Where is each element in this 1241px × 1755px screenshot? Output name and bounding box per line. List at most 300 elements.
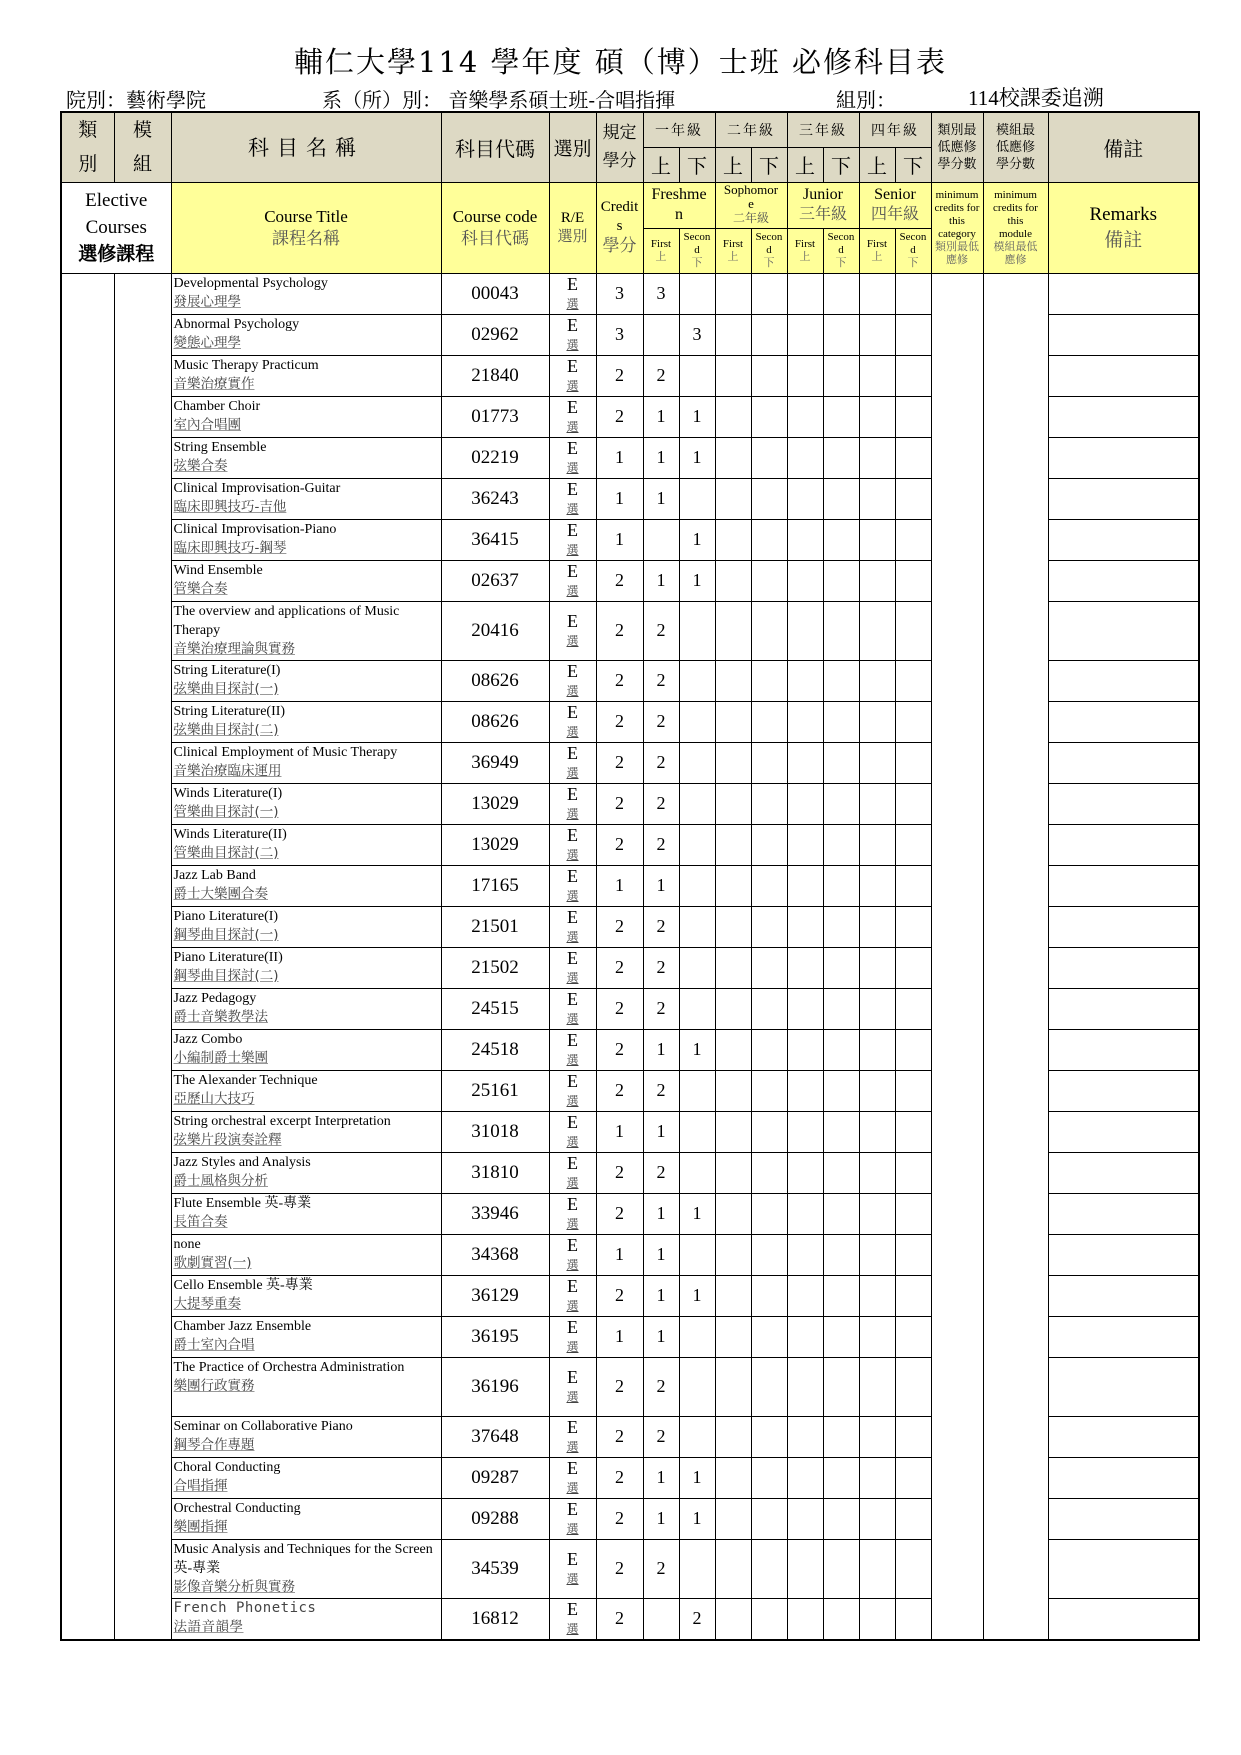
semester-credit-cell: [787, 396, 823, 437]
semester-credit-cell: [823, 1234, 859, 1275]
course-title-zh: 合唱指揮: [173, 1477, 228, 1494]
remarks-cell: [1048, 1457, 1199, 1498]
course-code-cell: 21502: [441, 947, 549, 988]
semester-credit-cell: 1: [643, 1193, 679, 1234]
course-title-en: The overview and applications of Music Therapy: [173, 603, 400, 638]
semester-credit-cell: [679, 273, 715, 314]
semester-credit-cell: [859, 1457, 895, 1498]
header-module-min: 模組最 低應修 學分數: [983, 112, 1048, 182]
credits-cell: 2: [596, 1193, 643, 1234]
semester-credit-cell: [895, 988, 931, 1029]
semester-credit-cell: [895, 1152, 931, 1193]
course-code-cell: 36243: [441, 478, 549, 519]
course-title-zh: 長笛合奏: [173, 1213, 228, 1230]
semester-credit-cell: 1: [643, 560, 679, 601]
semester-credit-cell: [787, 355, 823, 396]
module-min-cell: [983, 273, 1048, 1640]
module-blank-cell: [114, 273, 171, 1640]
remarks-cell: [1048, 947, 1199, 988]
semester-credit-cell: [859, 1598, 895, 1640]
semester-credit-cell: [643, 519, 679, 560]
course-rows: [61, 273, 1199, 1640]
semester-credit-cell: [823, 1316, 859, 1357]
course-title-en: Orchestral Conducting: [173, 1500, 301, 1516]
remarks-cell: [1048, 988, 1199, 1029]
semester-credit-cell: [787, 742, 823, 783]
header-y4-second: 下: [895, 147, 931, 182]
course-title-cell: [171, 1234, 441, 1275]
remarks-cell: [1048, 906, 1199, 947]
subheader-y2-first: First 上: [715, 228, 751, 273]
semester-credit-cell: [787, 560, 823, 601]
credits-cell: 2: [596, 1598, 643, 1640]
semester-credit-cell: [895, 742, 931, 783]
course-title-zh: 大提琴重奏: [173, 1295, 241, 1312]
semester-credit-cell: [751, 396, 787, 437]
semester-credit-cell: [751, 906, 787, 947]
header-y3-second: 下: [823, 147, 859, 182]
course-title-zh: 爵士大樂團合奏: [173, 885, 268, 902]
semester-credit-cell: [823, 824, 859, 865]
semester-credit-cell: 2: [643, 355, 679, 396]
document-title: 輔仁大學114 學年度 碩（博）士班 必修科目表: [293, 45, 947, 79]
semester-credit-cell: [787, 601, 823, 660]
course-title-cell: [171, 1357, 441, 1416]
subheader-remarks: Remarks 備註: [1048, 182, 1199, 273]
course-title-zh: 亞歷山大技巧: [173, 1090, 255, 1107]
credits-cell: 1: [596, 1111, 643, 1152]
semester-credit-cell: [859, 660, 895, 701]
course-title-en: Clinical Improvisation-Guitar: [173, 480, 341, 496]
remarks-cell: [1048, 1275, 1199, 1316]
course-title-en: String orchestral excerpt Interpretation: [173, 1113, 391, 1129]
semester-credit-cell: [823, 865, 859, 906]
semester-credit-cell: [751, 947, 787, 988]
semester-credit-cell: [823, 519, 859, 560]
semester-credit-cell: [751, 1070, 787, 1111]
semester-credit-cell: [679, 601, 715, 660]
semester-credit-cell: [715, 865, 751, 906]
remarks-cell: [1048, 783, 1199, 824]
header-req-elective: 選別: [549, 112, 596, 182]
semester-credit-cell: [751, 1234, 787, 1275]
semester-credit-cell: [895, 1193, 931, 1234]
category-blank-cell: [61, 273, 114, 1640]
semester-credit-cell: [679, 1070, 715, 1111]
semester-credit-cell: [895, 355, 931, 396]
header-row-years: [61, 112, 1199, 147]
semester-credit-cell: [787, 273, 823, 314]
semester-credit-cell: [895, 1598, 931, 1640]
course-title-en: The Alexander Technique: [173, 1072, 318, 1088]
semester-credit-cell: [859, 1316, 895, 1357]
remarks-cell: [1048, 314, 1199, 355]
semester-credit-cell: [787, 1193, 823, 1234]
course-title-zh: 爵士音樂教學法: [173, 1008, 268, 1025]
course-code-cell: 37648: [441, 1416, 549, 1457]
semester-credit-cell: [787, 906, 823, 947]
semester-credit-cell: 2: [643, 1152, 679, 1193]
semester-credit-cell: [823, 1070, 859, 1111]
department-label: 系（所）別： 音樂學系碩士班-合唱指揮: [322, 88, 676, 112]
course-title-en: Clinical Employment of Music Therapy: [173, 744, 398, 760]
semester-credit-cell: 2: [643, 1539, 679, 1598]
course-title-zh: 管樂合奏: [173, 580, 228, 597]
req-elective-cell: E 選: [549, 1498, 596, 1539]
semester-credit-cell: [787, 1152, 823, 1193]
course-title-en: Flute Ensemble 英-專業: [173, 1195, 312, 1211]
subheader-y3-first: First 上: [787, 228, 823, 273]
semester-credit-cell: [895, 1029, 931, 1070]
req-elective-cell: E 選: [549, 865, 596, 906]
semester-credit-cell: [715, 478, 751, 519]
semester-credit-cell: [751, 988, 787, 1029]
header-y2-second: 下: [751, 147, 787, 182]
semester-credit-cell: 1: [679, 1029, 715, 1070]
course-title-en: none: [173, 1236, 201, 1252]
req-elective-cell: E 選: [549, 783, 596, 824]
course-title-cell: [171, 783, 441, 824]
semester-credit-cell: [679, 660, 715, 701]
semester-credit-cell: [859, 742, 895, 783]
semester-credit-cell: [895, 865, 931, 906]
semester-credit-cell: [823, 1598, 859, 1640]
course-title-cell: [171, 1539, 441, 1598]
course-title-cell: [171, 1598, 441, 1640]
course-title-zh: 爵士風格與分析: [173, 1172, 268, 1189]
semester-credit-cell: [679, 355, 715, 396]
course-code-cell: 33946: [441, 1193, 549, 1234]
course-title-cell: [171, 601, 441, 660]
semester-credit-cell: [715, 437, 751, 478]
semester-credit-cell: 1: [679, 396, 715, 437]
remarks-cell: [1048, 519, 1199, 560]
semester-credit-cell: 1: [643, 437, 679, 478]
req-elective-cell: E 選: [549, 560, 596, 601]
subheader-course-code: Course code 科目代碼: [441, 182, 549, 273]
semester-credit-cell: [715, 660, 751, 701]
credits-cell: 2: [596, 660, 643, 701]
course-title-zh: 影像音樂分析與實務: [173, 1578, 295, 1595]
req-elective-cell: E 選: [549, 1416, 596, 1457]
semester-credit-cell: [823, 314, 859, 355]
course-title-zh: 弦樂片段演奏詮釋: [173, 1131, 282, 1148]
semester-credit-cell: [823, 742, 859, 783]
course-code-cell: 24518: [441, 1029, 549, 1070]
course-title-en: Seminar on Collaborative Piano: [173, 1418, 353, 1434]
semester-credit-cell: [751, 1498, 787, 1539]
semester-credit-cell: [787, 824, 823, 865]
semester-credit-cell: 2: [643, 947, 679, 988]
req-elective-cell: E 選: [549, 660, 596, 701]
semester-credit-cell: [679, 783, 715, 824]
header-y4-first: 上: [859, 147, 895, 182]
course-title-zh: 臨床即興技巧-鋼琴: [173, 539, 287, 556]
semester-credit-cell: [787, 701, 823, 742]
semester-credit-cell: [859, 1193, 895, 1234]
subheader-junior: Junior 三年級: [787, 182, 859, 228]
course-title-en: Piano Literature(I): [173, 908, 279, 924]
course-code-cell: 36195: [441, 1316, 549, 1357]
semester-credit-cell: [787, 1498, 823, 1539]
semester-credit-cell: [679, 1152, 715, 1193]
course-title-cell: [171, 660, 441, 701]
req-elective-cell: E 選: [549, 437, 596, 478]
credits-cell: 2: [596, 601, 643, 660]
semester-credit-cell: [751, 1111, 787, 1152]
semester-credit-cell: [895, 1457, 931, 1498]
req-elective-cell: E 選: [549, 1598, 596, 1640]
semester-credit-cell: [895, 273, 931, 314]
course-title-zh: 管樂曲目探討(一): [173, 803, 279, 820]
semester-credit-cell: [715, 560, 751, 601]
semester-credit-cell: [679, 742, 715, 783]
course-code-cell: 21840: [441, 355, 549, 396]
credits-cell: 2: [596, 396, 643, 437]
remarks-cell: [1048, 1193, 1199, 1234]
semester-credit-cell: [823, 1152, 859, 1193]
course-title-en: Developmental Psychology: [173, 275, 328, 291]
course-title-cell: [171, 1416, 441, 1457]
header-remarks: 備註: [1048, 112, 1199, 182]
semester-credit-cell: [859, 865, 895, 906]
course-title-zh: 發展心理學: [173, 293, 241, 310]
semester-credit-cell: 2: [643, 824, 679, 865]
course-title-en: String Literature(II): [173, 703, 286, 719]
header-credits: 規定 學分: [596, 112, 643, 182]
course-title-en: Choral Conducting: [173, 1459, 281, 1475]
credits-cell: 1: [596, 478, 643, 519]
course-title-cell: [171, 478, 441, 519]
semester-credit-cell: [895, 824, 931, 865]
semester-credit-cell: [895, 1234, 931, 1275]
header-year-4: 四年級: [859, 112, 931, 147]
req-elective-cell: E 選: [549, 519, 596, 560]
semester-credit-cell: [823, 478, 859, 519]
course-title-zh: 弦樂合奏: [173, 457, 228, 474]
course-code-cell: 00043: [441, 273, 549, 314]
semester-credit-cell: [679, 988, 715, 1029]
semester-credit-cell: 3: [643, 273, 679, 314]
semester-credit-cell: [715, 1234, 751, 1275]
semester-credit-cell: [895, 519, 931, 560]
semester-credit-cell: [823, 1193, 859, 1234]
semester-credit-cell: [643, 314, 679, 355]
course-code-cell: 36415: [441, 519, 549, 560]
remarks-cell: [1048, 1539, 1199, 1598]
course-title-cell: [171, 742, 441, 783]
course-code-cell: 17165: [441, 865, 549, 906]
credits-cell: 2: [596, 1029, 643, 1070]
semester-credit-cell: [679, 701, 715, 742]
semester-credit-cell: [715, 1416, 751, 1457]
semester-credit-cell: [715, 601, 751, 660]
semester-credit-cell: [751, 701, 787, 742]
semester-credit-cell: [895, 701, 931, 742]
semester-credit-cell: [751, 314, 787, 355]
semester-credit-cell: [895, 1416, 931, 1457]
semester-credit-cell: [787, 1357, 823, 1416]
req-elective-cell: E 選: [549, 1070, 596, 1111]
semester-credit-cell: [787, 1070, 823, 1111]
credits-cell: 2: [596, 355, 643, 396]
req-elective-cell: E 選: [549, 701, 596, 742]
req-elective-cell: E 選: [549, 1357, 596, 1416]
semester-credit-cell: [823, 437, 859, 478]
semester-credit-cell: [859, 1416, 895, 1457]
req-elective-cell: E 選: [549, 355, 596, 396]
semester-credit-cell: [859, 1498, 895, 1539]
course-title-zh: 歌劇實習(一): [173, 1254, 252, 1271]
course-title-en: Clinical Improvisation-Piano: [173, 521, 337, 537]
semester-credit-cell: 1: [643, 396, 679, 437]
semester-credit-cell: [823, 1416, 859, 1457]
credits-cell: 2: [596, 824, 643, 865]
semester-credit-cell: [787, 1457, 823, 1498]
semester-credit-cell: [715, 1457, 751, 1498]
credits-cell: 2: [596, 988, 643, 1029]
course-title-en: Music Therapy Practicum: [173, 357, 319, 373]
semester-credit-cell: [859, 701, 895, 742]
credits-cell: 2: [596, 1416, 643, 1457]
semester-credit-cell: [895, 396, 931, 437]
course-code-cell: 24515: [441, 988, 549, 1029]
semester-credit-cell: [751, 783, 787, 824]
semester-credit-cell: [715, 1111, 751, 1152]
credits-cell: 2: [596, 783, 643, 824]
course-title-cell: [171, 1193, 441, 1234]
semester-credit-cell: [823, 1111, 859, 1152]
subheader-y1-second: Secon d 下: [679, 228, 715, 273]
semester-credit-cell: [787, 1539, 823, 1598]
semester-credit-cell: [787, 314, 823, 355]
course-code-cell: 34539: [441, 1539, 549, 1598]
subheader-senior: Senior 四年級: [859, 182, 931, 228]
semester-credit-cell: 2: [643, 701, 679, 742]
req-elective-cell: E 選: [549, 742, 596, 783]
req-elective-cell: E 選: [549, 273, 596, 314]
course-code-cell: 08626: [441, 701, 549, 742]
course-title-en: Chamber Choir: [173, 398, 261, 414]
credits-cell: 2: [596, 1275, 643, 1316]
subheader-credits: Credit s 學分: [596, 182, 643, 273]
semester-credit-cell: [787, 947, 823, 988]
course-title-cell: [171, 1498, 441, 1539]
semester-credit-cell: [823, 355, 859, 396]
subheader-row-years: [61, 182, 1199, 228]
header-year-3: 三年級: [787, 112, 859, 147]
course-title-cell: [171, 1070, 441, 1111]
course-title-en: Winds Literature(I): [173, 785, 283, 801]
credits-cell: 2: [596, 906, 643, 947]
course-code-cell: 16812: [441, 1598, 549, 1640]
semester-credit-cell: 2: [643, 1357, 679, 1416]
semester-credit-cell: [751, 273, 787, 314]
course-title-zh: 鋼琴合作專題: [173, 1436, 255, 1453]
credits-cell: 3: [596, 314, 643, 355]
semester-credit-cell: [715, 1029, 751, 1070]
semester-credit-cell: [859, 273, 895, 314]
req-elective-cell: E 選: [549, 947, 596, 988]
course-title-zh: 音樂治療實作: [173, 375, 255, 392]
remarks-cell: [1048, 1070, 1199, 1111]
category-elective-cell: Elective Courses 選修課程: [61, 182, 171, 273]
semester-credit-cell: [859, 824, 895, 865]
semester-credit-cell: [895, 437, 931, 478]
req-elective-cell: E 選: [549, 906, 596, 947]
remarks-cell: [1048, 1234, 1199, 1275]
semester-credit-cell: [751, 1357, 787, 1416]
subheader-category-min: minimum credits for this category 類別最低 應修: [931, 182, 983, 273]
req-elective-cell: E 選: [549, 1457, 596, 1498]
header-y1-second: 下: [679, 147, 715, 182]
course-title-en: Piano Literature(II): [173, 949, 283, 965]
course-title-cell: [171, 865, 441, 906]
req-elective-cell: E 選: [549, 396, 596, 437]
college-label: 院別：藝術學院: [66, 88, 206, 112]
semester-credit-cell: [859, 478, 895, 519]
semester-credit-cell: [679, 824, 715, 865]
semester-credit-cell: [823, 601, 859, 660]
remarks-cell: [1048, 701, 1199, 742]
course-title-en: Wind Ensemble: [173, 562, 263, 578]
course-title-en: Winds Literature(II): [173, 826, 287, 842]
semester-credit-cell: 2: [643, 988, 679, 1029]
semester-credit-cell: [859, 1539, 895, 1598]
semester-credit-cell: 1: [679, 519, 715, 560]
semester-credit-cell: [643, 1598, 679, 1640]
semester-credit-cell: [787, 519, 823, 560]
group-label: 組別：: [836, 88, 896, 112]
semester-credit-cell: [895, 1275, 931, 1316]
semester-credit-cell: 1: [643, 1275, 679, 1316]
semester-credit-cell: [823, 783, 859, 824]
semester-credit-cell: [715, 947, 751, 988]
semester-credit-cell: [859, 1111, 895, 1152]
semester-credit-cell: [715, 1598, 751, 1640]
course-title-en: French Phonetics: [173, 1599, 317, 1616]
semester-credit-cell: [715, 1498, 751, 1539]
semester-credit-cell: 1: [679, 1275, 715, 1316]
course-title-zh: 弦樂曲目探討(二): [173, 721, 279, 738]
semester-credit-cell: [787, 1275, 823, 1316]
semester-credit-cell: [859, 314, 895, 355]
course-title-en: Cello Ensemble 英-專業: [173, 1277, 313, 1293]
course-title-zh: 鋼琴曲目探討(一): [173, 926, 279, 943]
credits-cell: 2: [596, 560, 643, 601]
remarks-cell: [1048, 437, 1199, 478]
course-code-cell: 08626: [441, 660, 549, 701]
semester-credit-cell: [751, 660, 787, 701]
course-title-zh: 樂團行政實務: [173, 1377, 255, 1394]
course-title-cell: [171, 314, 441, 355]
semester-credit-cell: [787, 1316, 823, 1357]
semester-credit-cell: [859, 1234, 895, 1275]
semester-credit-cell: [859, 1070, 895, 1111]
course-title-cell: [171, 1316, 441, 1357]
credits-cell: 2: [596, 742, 643, 783]
subheader-y4-first: First 上: [859, 228, 895, 273]
semester-credit-cell: [787, 783, 823, 824]
semester-credit-cell: [715, 701, 751, 742]
credits-cell: 1: [596, 1234, 643, 1275]
semester-credit-cell: [787, 1598, 823, 1640]
semester-credit-cell: 1: [643, 865, 679, 906]
semester-credit-cell: 1: [679, 1498, 715, 1539]
subheader-freshman: Freshme n: [643, 182, 715, 228]
semester-credit-cell: [895, 314, 931, 355]
semester-credit-cell: [715, 519, 751, 560]
